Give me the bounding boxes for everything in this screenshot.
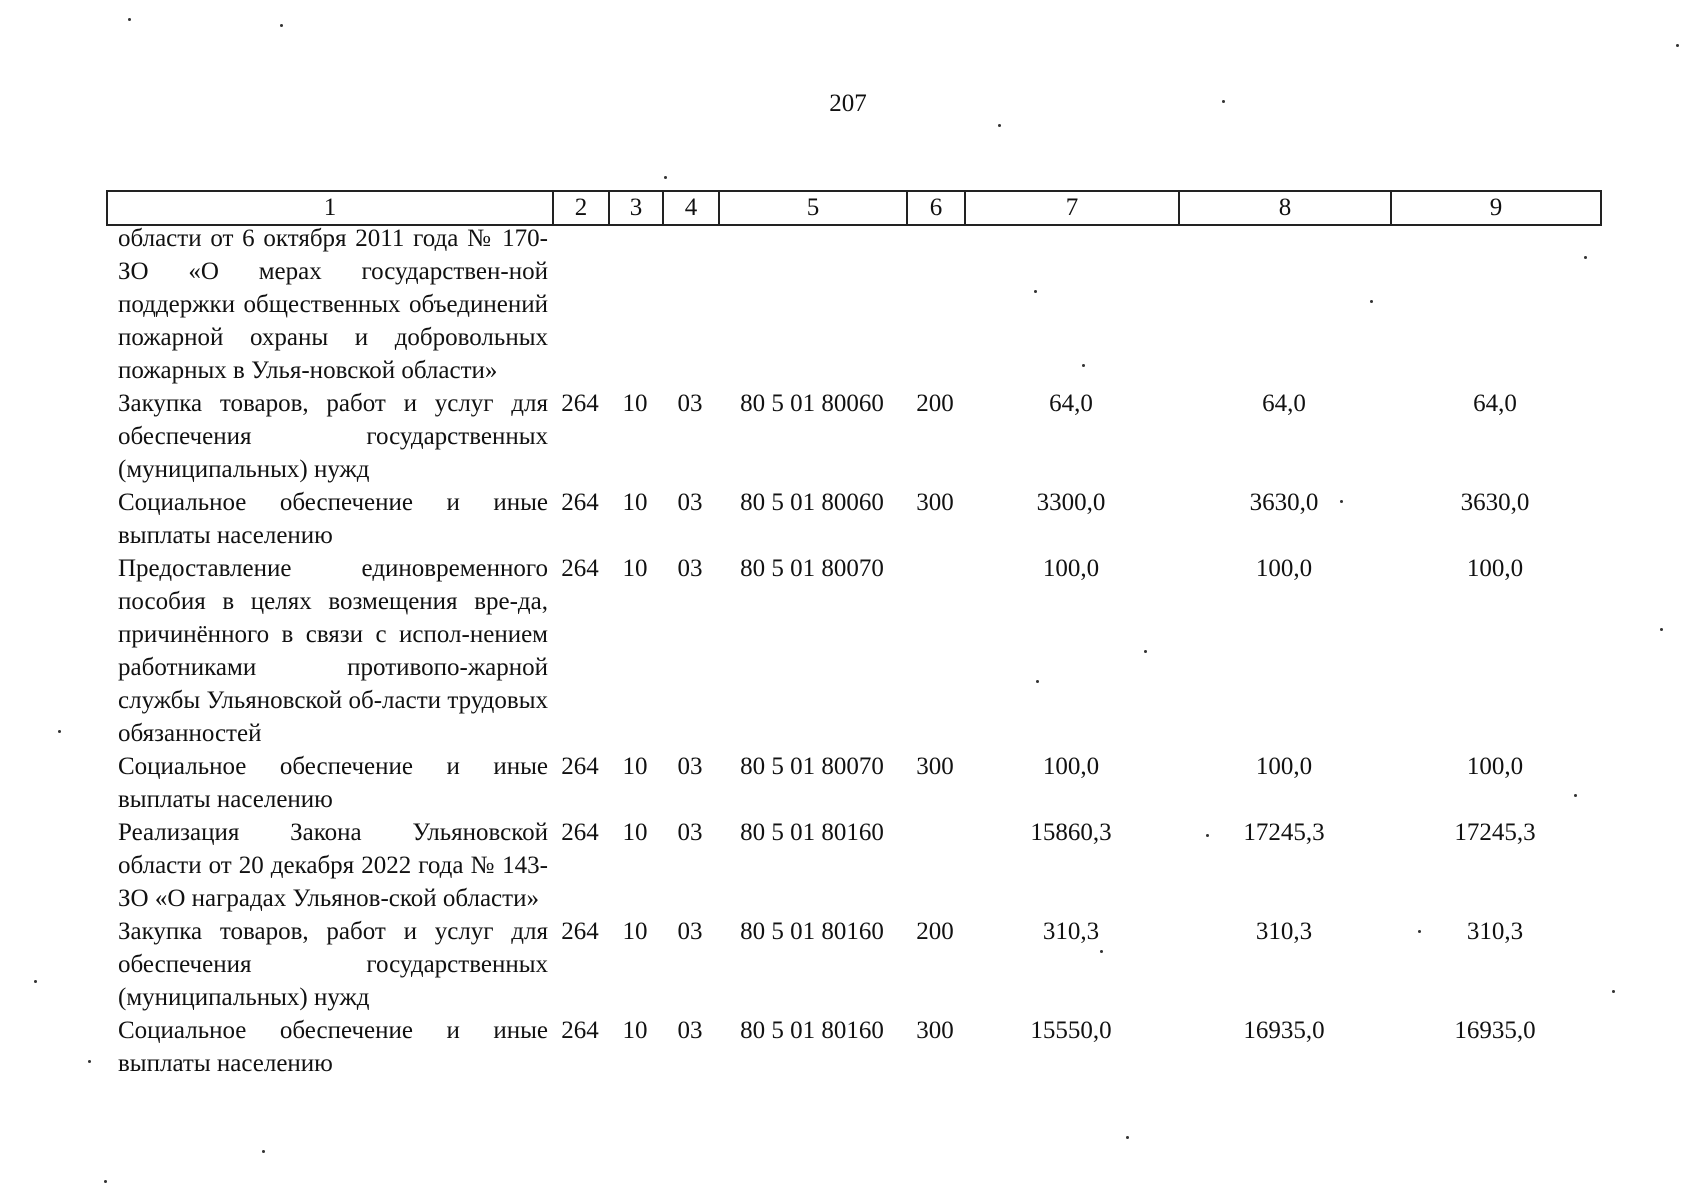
cell-col9: 16935,0 bbox=[1454, 1017, 1536, 1044]
scan-speck bbox=[128, 18, 131, 21]
cell-col3: 10 bbox=[622, 555, 648, 582]
table-row bbox=[106, 816, 1600, 915]
cell-col5: 80 5 01 80060 bbox=[740, 390, 884, 417]
cell-col8: 100,0 bbox=[1255, 753, 1313, 780]
cell-col5: 80 5 01 80070 bbox=[740, 555, 884, 582]
scan-speck bbox=[1036, 680, 1039, 683]
scan-speck bbox=[1574, 794, 1577, 797]
scan-speck bbox=[1100, 950, 1103, 953]
row-description: Реализация Закона Ульяновской области от 20 декабря 2022 года № 143-ЗО «О наградах Ульянов-ской области» bbox=[118, 819, 548, 912]
cell-col4: 03 bbox=[677, 1017, 703, 1044]
cell-col8: 17245,3 bbox=[1243, 819, 1325, 846]
scan-speck bbox=[1612, 990, 1615, 993]
scan-speck bbox=[1222, 100, 1225, 103]
row-description: Закупка товаров, работ и услуг для обеспечения государственных (муниципальных) нужд bbox=[118, 918, 548, 1011]
cell-col9: 64,0 bbox=[1473, 390, 1517, 417]
scan-speck bbox=[1206, 834, 1209, 837]
scan-speck bbox=[1418, 930, 1421, 933]
cell-col6: 300 bbox=[916, 489, 954, 516]
scan-speck bbox=[1034, 290, 1037, 293]
column-header-3: 3 bbox=[609, 191, 663, 225]
scan-speck bbox=[1082, 364, 1085, 367]
cell-col8: 16935,0 bbox=[1243, 1017, 1325, 1044]
table-row bbox=[106, 486, 1600, 552]
scan-speck bbox=[104, 1180, 107, 1183]
table-row bbox=[106, 1014, 1600, 1080]
scan-speck bbox=[1676, 44, 1679, 47]
cell-col5: 80 5 01 80070 bbox=[740, 753, 884, 780]
cell-col7: 3300,0 bbox=[1036, 489, 1106, 516]
cell-col8: 64,0 bbox=[1262, 390, 1306, 417]
cell-col2: 264 bbox=[561, 1017, 599, 1044]
scan-speck bbox=[280, 24, 283, 27]
cell-col8: 310,3 bbox=[1255, 918, 1313, 945]
scan-speck bbox=[1340, 500, 1343, 503]
cell-col6: 300 bbox=[916, 753, 954, 780]
cell-col7: 100,0 bbox=[1042, 555, 1100, 582]
cell-col2: 264 bbox=[561, 753, 599, 780]
scan-speck bbox=[1370, 300, 1373, 303]
cell-col9: 310,3 bbox=[1466, 918, 1524, 945]
column-header-2: 2 bbox=[553, 191, 609, 225]
column-number-header bbox=[106, 190, 1602, 226]
column-header-1: 1 bbox=[107, 191, 553, 225]
cell-col7: 100,0 bbox=[1042, 753, 1100, 780]
row-description: Социальное обеспечение и иные выплаты населению bbox=[118, 1017, 548, 1077]
cell-col2: 264 bbox=[561, 390, 599, 417]
column-header-5: 5 bbox=[719, 191, 907, 225]
scan-speck bbox=[1584, 256, 1587, 259]
cell-col4: 03 bbox=[677, 489, 703, 516]
scan-speck bbox=[664, 176, 667, 179]
cell-col3: 10 bbox=[622, 390, 648, 417]
cell-col7: 15860,3 bbox=[1030, 819, 1112, 846]
cell-col9: 100,0 bbox=[1466, 753, 1524, 780]
cell-col5: 80 5 01 80160 bbox=[740, 918, 884, 945]
column-header-7: 7 bbox=[965, 191, 1179, 225]
scan-speck bbox=[262, 1150, 265, 1153]
row-description: области от 6 октября 2011 года № 170-ЗО «О мерах государствен-ной поддержки общественных объединений пожарной охраны и добровольных пожарных в Улья-новской области» bbox=[118, 225, 548, 384]
column-header-8: 8 bbox=[1179, 191, 1391, 225]
cell-col3: 10 bbox=[622, 918, 648, 945]
cell-col4: 03 bbox=[677, 918, 703, 945]
row-description: Предоставление единовременного пособия в целях возмещения вре-да, причинённого в связи с испол-нением работниками противопо-жарной службы Ульяновской об-ласти трудовых обязанностей bbox=[118, 555, 548, 747]
page-number: 207 bbox=[829, 90, 867, 117]
cell-col4: 03 bbox=[677, 753, 703, 780]
table-row bbox=[106, 387, 1600, 486]
cell-col3: 10 bbox=[622, 819, 648, 846]
scan-speck bbox=[1660, 628, 1663, 631]
cell-col5: 80 5 01 80160 bbox=[740, 819, 884, 846]
cell-col4: 03 bbox=[677, 555, 703, 582]
cell-col5: 80 5 01 80060 bbox=[740, 489, 884, 516]
table-row bbox=[106, 552, 1600, 750]
cell-col6: 200 bbox=[916, 390, 954, 417]
cell-col2: 264 bbox=[561, 489, 599, 516]
scan-speck bbox=[58, 730, 61, 733]
scan-speck bbox=[1126, 1136, 1129, 1139]
cell-col4: 03 bbox=[677, 390, 703, 417]
cell-col2: 264 bbox=[561, 555, 599, 582]
row-description: Социальное обеспечение и иные выплаты населению bbox=[118, 753, 548, 813]
cell-col2: 264 bbox=[561, 819, 599, 846]
cell-col9: 17245,3 bbox=[1454, 819, 1536, 846]
cell-col6: 200 bbox=[916, 918, 954, 945]
cell-col7: 64,0 bbox=[1049, 390, 1093, 417]
cell-col9: 3630,0 bbox=[1460, 489, 1530, 516]
cell-col3: 10 bbox=[622, 1017, 648, 1044]
scan-speck bbox=[1144, 650, 1147, 653]
cell-col5: 80 5 01 80160 bbox=[740, 1017, 884, 1044]
cell-col4: 03 bbox=[677, 819, 703, 846]
cell-col2: 264 bbox=[561, 918, 599, 945]
cell-col3: 10 bbox=[622, 753, 648, 780]
cell-col8: 3630,0 bbox=[1249, 489, 1319, 516]
column-header-4: 4 bbox=[663, 191, 719, 225]
scan-speck bbox=[34, 980, 37, 983]
scan-speck bbox=[998, 124, 1001, 127]
cell-col9: 100,0 bbox=[1466, 555, 1524, 582]
table-row bbox=[106, 222, 1600, 387]
cell-col8: 100,0 bbox=[1255, 555, 1313, 582]
row-description: Закупка товаров, работ и услуг для обеспечения государственных (муниципальных) нужд bbox=[118, 390, 548, 483]
table-row bbox=[106, 915, 1600, 1014]
row-description: Социальное обеспечение и иные выплаты населению bbox=[118, 489, 548, 549]
cell-col7: 15550,0 bbox=[1030, 1017, 1112, 1044]
cell-col7: 310,3 bbox=[1042, 918, 1100, 945]
column-header-6: 6 bbox=[907, 191, 965, 225]
cell-col3: 10 bbox=[622, 489, 648, 516]
scan-speck bbox=[88, 1060, 91, 1063]
column-header-9: 9 bbox=[1391, 191, 1601, 225]
cell-col6: 300 bbox=[916, 1017, 954, 1044]
budget-table-body bbox=[106, 222, 1600, 1080]
table-row bbox=[106, 750, 1600, 816]
